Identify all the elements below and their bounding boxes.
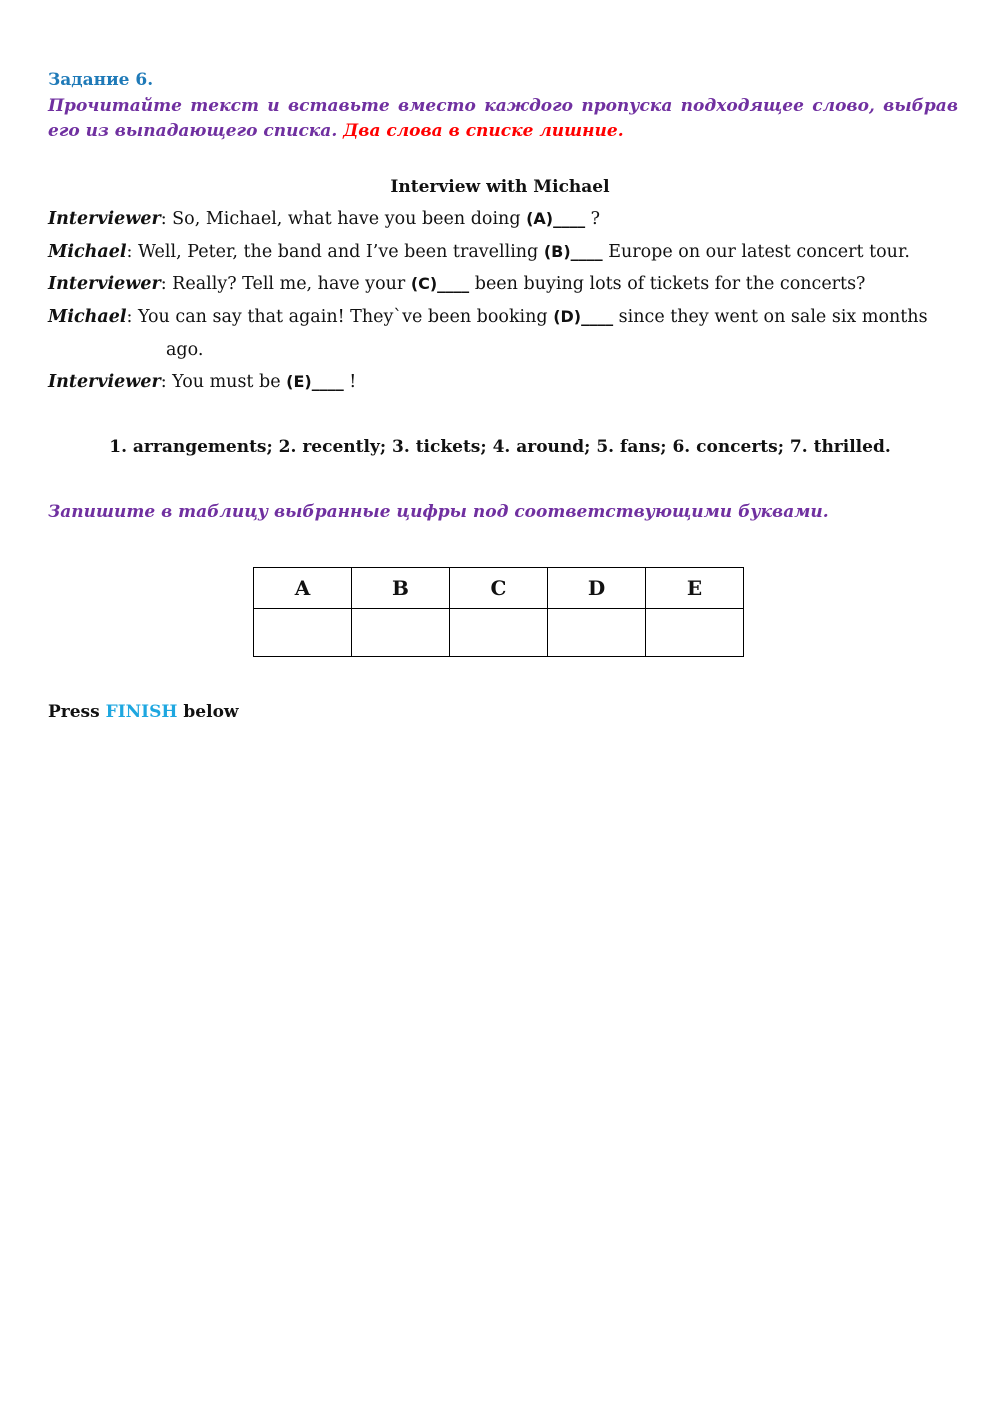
line-text: been buying lots of tickets for the concerts? bbox=[469, 274, 866, 294]
dialogue-line bbox=[48, 274, 865, 294]
answer-cell-b[interactable] bbox=[352, 609, 450, 657]
line-text: : So, Michael, what have you been doing bbox=[160, 209, 527, 229]
instruction-main: Прочитайте текст и вставьте вместо каждого пропуска подходящее слово, выбрав его из выпадающего списка. bbox=[48, 96, 958, 141]
answer-table-input-row bbox=[254, 609, 744, 657]
task-title: Задание 6. bbox=[48, 70, 154, 90]
finish-instruction bbox=[48, 702, 239, 722]
answer-header-e: E bbox=[646, 568, 744, 609]
gap-c[interactable]: (C)____ bbox=[410, 274, 470, 293]
dialogue-line bbox=[48, 372, 356, 392]
answer-header-a: A bbox=[254, 568, 352, 609]
line-text: since they went on sale six months bbox=[613, 307, 928, 327]
press-text: Press bbox=[48, 702, 100, 722]
answer-table-header-row bbox=[254, 568, 744, 609]
line-text: : Well, Peter, the band and I’ve been travelling bbox=[126, 242, 544, 262]
gap-a[interactable]: (A)____ bbox=[526, 209, 586, 228]
table-instruction: Запишите в таблицу выбранные цифры под соответствующими буквами. bbox=[48, 502, 829, 522]
line-text: ? bbox=[585, 209, 601, 229]
speaker-name: Interviewer bbox=[48, 274, 161, 294]
answer-header-b: B bbox=[352, 568, 450, 609]
gap-e[interactable]: (E)____ bbox=[286, 372, 344, 391]
speaker-name: Interviewer bbox=[48, 209, 161, 229]
finish-keyword: FINISH bbox=[105, 702, 178, 722]
answer-cell-a[interactable] bbox=[254, 609, 352, 657]
word-list: 1. arrangements; 2. recently; 3. tickets; 4. around; 5. fans; 6. concerts; 7. thrilled. bbox=[109, 437, 891, 457]
instruction-warning: Два слова в списке лишние. bbox=[343, 121, 624, 141]
dialogue-line bbox=[48, 209, 600, 229]
speaker-name: Michael bbox=[48, 242, 127, 262]
answer-header-c: C bbox=[450, 568, 548, 609]
dialogue-line bbox=[48, 307, 928, 327]
line-text: : You can say that again! They`ve been booking bbox=[126, 307, 554, 327]
answer-header-d: D bbox=[548, 568, 646, 609]
line-text: : You must be bbox=[160, 372, 287, 392]
speaker-name: Michael bbox=[48, 307, 127, 327]
speaker-name: Interviewer bbox=[48, 372, 161, 392]
line-text: : Really? Tell me, have your bbox=[160, 274, 411, 294]
answer-cell-c[interactable] bbox=[450, 609, 548, 657]
task-instruction bbox=[48, 94, 958, 144]
gap-d[interactable]: (D)____ bbox=[553, 307, 614, 326]
answer-cell-e[interactable] bbox=[646, 609, 744, 657]
line-text: ! bbox=[343, 372, 357, 392]
below-text: below bbox=[183, 702, 239, 722]
line-text: Europe on our latest concert tour. bbox=[602, 242, 910, 262]
dialogue-line-continuation: ago. bbox=[166, 340, 204, 360]
answer-cell-d[interactable] bbox=[548, 609, 646, 657]
dialogue-heading: Interview with Michael bbox=[390, 177, 610, 197]
dialogue-line bbox=[48, 242, 910, 262]
answer-table bbox=[253, 567, 744, 657]
gap-b[interactable]: (B)____ bbox=[543, 242, 603, 261]
